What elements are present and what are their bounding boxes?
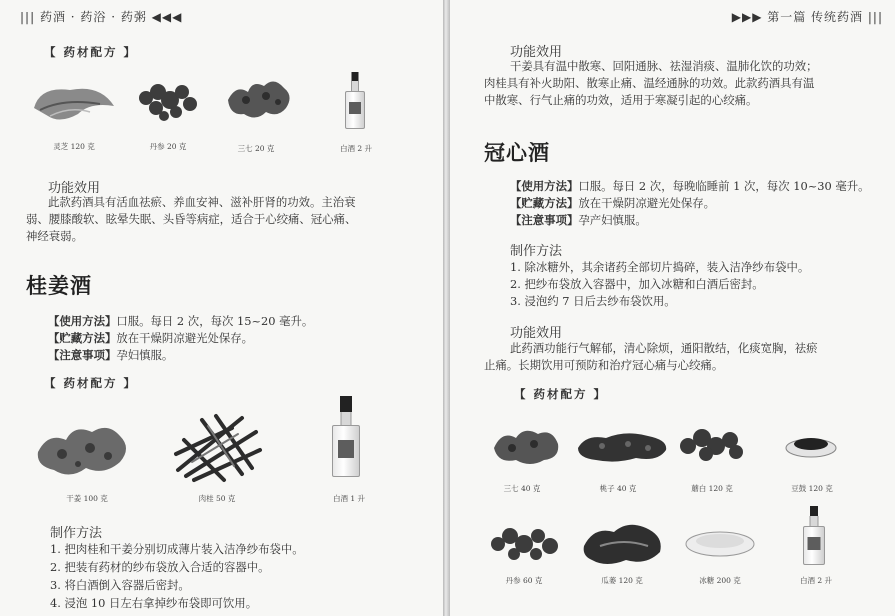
ingredient-label: 灵芝 120 克 (53, 142, 95, 151)
section-heading: 功能效用 (510, 45, 563, 60)
ingredient-label: 白酒 2 升 (799, 576, 833, 585)
storage-text: 放在干燥阴凉避光处保存。 (116, 331, 254, 345)
usage-block (510, 178, 870, 229)
usage-text: 口服。每日 2 次，每晚临睡前 1 次，每次 10~30 毫升。 (578, 179, 870, 193)
recipe-heading: 【 药材配方 】 (44, 45, 138, 59)
ingredient-label: 蘑白 120 克 (691, 484, 733, 493)
ingredient-label: 三七 40 克 (503, 484, 541, 493)
lingzhi-image (30, 80, 118, 128)
section-heading: 制作方法 (510, 244, 563, 259)
douchi-image (784, 432, 838, 460)
recipe-heading: 【 药材配方 】 (44, 376, 138, 390)
ingredient-label: 肉桂 50 克 (198, 494, 236, 503)
baijiu-bottle-image (344, 72, 366, 128)
ingredient-label: 丹参 20 克 (149, 142, 187, 151)
usage-block (48, 313, 313, 364)
usage-tag: 【使用方法】 (48, 314, 117, 328)
storage-line (48, 330, 313, 347)
book-gutter (443, 0, 450, 616)
recipe-title: 冠心酒 (484, 140, 550, 165)
ingredient-label: 冰糖 200 克 (699, 576, 741, 585)
method-step: 1. 把肉桂和干姜分别切成薄片装入洁净纱布袋中。 (50, 542, 304, 556)
recipe-title: 桂姜酒 (26, 273, 92, 298)
method-steps (50, 540, 304, 612)
section-heading: 功能效用 (48, 181, 101, 196)
usage-tag: 【使用方法】 (510, 179, 579, 193)
gualou-image (580, 516, 666, 568)
right-running-header: ▶▶▶ 第一篇 传统药酒 ||| (731, 10, 883, 24)
danshen-image (488, 522, 564, 566)
storage-tag: 【贮藏方法】 (510, 196, 579, 210)
section-heading: 制作方法 (50, 526, 103, 541)
method-step: 2. 把装有药材的纱布袋放入合适的容器中。 (50, 560, 270, 574)
method-step: 3. 将白酒倒入容器后密封。 (50, 578, 190, 592)
caution-tag: 【注意事项】 (48, 348, 117, 362)
method-step: 3. 浸泡约 7 日后去纱布袋饮用。 (510, 294, 676, 308)
caution-tag: 【注意事项】 (510, 213, 579, 227)
ingredient-label: 桃子 40 克 (599, 484, 637, 493)
ingredient-label: 豆鼓 120 克 (791, 484, 833, 493)
xiebai-image (676, 424, 748, 466)
method-steps (510, 259, 809, 310)
ganjiang-image (34, 418, 134, 482)
method-step: 4. 浸泡 10 日左右拿掉纱布袋即可饮用。 (50, 596, 258, 610)
effect-paragraph (484, 58, 818, 109)
paragraph-line: 此款药酒具有活血祛瘀、养血安神、滋补肝肾的功效。主治衰 (48, 195, 356, 209)
paragraph-line: 干姜具有温中散寒、回阳通脉、祛湿消痰、温肺化饮的功效； (510, 59, 818, 73)
right-page (450, 0, 895, 616)
usage-line (510, 178, 870, 195)
rougui-image (172, 410, 264, 484)
storage-line (510, 195, 870, 212)
bingtang-image (684, 526, 756, 560)
usage-text: 口服。每日 2 次，每次 15~20 毫升。 (116, 314, 314, 328)
usage-line (48, 313, 313, 330)
paragraph-line: 神经衰弱。 (26, 229, 83, 243)
section-heading: 功能效用 (510, 326, 563, 341)
paragraph-line: 此药酒功能行气解郁，清心除烦，通阳散结，化痰宽胸，祛瘀 (510, 341, 818, 355)
sanqi-image (490, 422, 562, 468)
effect-paragraph (484, 340, 818, 374)
method-step: 2. 把纱布袋放入容器中，加入冰糖和白酒后密封。 (510, 277, 764, 291)
zhishi-image (576, 428, 670, 464)
recipe-heading: 【 药材配方 】 (514, 387, 608, 401)
caution-text: 孕产妇慎服。 (578, 213, 647, 227)
ingredient-label: 三七 20 克 (237, 144, 275, 153)
paragraph-line: 止痛。长期饮用可预防和治疗冠心痛与心绞痛。 (484, 358, 724, 372)
storage-text: 放在干燥阴凉避光处保存。 (578, 196, 716, 210)
effect-paragraph (26, 194, 356, 245)
caution-text: 孕妇慎服。 (116, 348, 174, 362)
sanqi-image (222, 72, 298, 126)
paragraph-line: 中散寒、行气止痛的功效，适用于寒凝引起的心绞痛。 (484, 93, 758, 107)
danshen-image (136, 78, 200, 124)
ingredient-label: 丹参 60 克 (505, 576, 543, 585)
paragraph-line: 弱、腰膝酸软、眩晕失眠、头昏等病症，适合于心绞痛、冠心痛、 (26, 212, 357, 226)
storage-tag: 【贮藏方法】 (48, 331, 117, 345)
ingredient-label: 白酒 1 升 (332, 494, 366, 503)
baijiu-bottle-image (802, 506, 826, 564)
caution-line (48, 347, 313, 364)
paragraph-line: 肉桂具有补火助阳、散寒止痛、温经通脉的功效。此款药酒具有温 (484, 76, 815, 90)
ingredient-label: 干姜 100 克 (66, 494, 108, 503)
caution-line (510, 212, 870, 229)
left-running-header: ||| 药酒 · 药浴 · 药粥 ◀◀◀ (20, 10, 183, 24)
baijiu-bottle-image (332, 396, 360, 476)
method-step: 1. 除冰糖外，其余诸药全部切片捣碎，装入洁净纱布袋中。 (510, 260, 810, 274)
left-page (0, 0, 443, 616)
ingredient-label: 瓜蒌 120 克 (601, 576, 643, 585)
ingredient-label: 白酒 2 升 (339, 144, 373, 153)
